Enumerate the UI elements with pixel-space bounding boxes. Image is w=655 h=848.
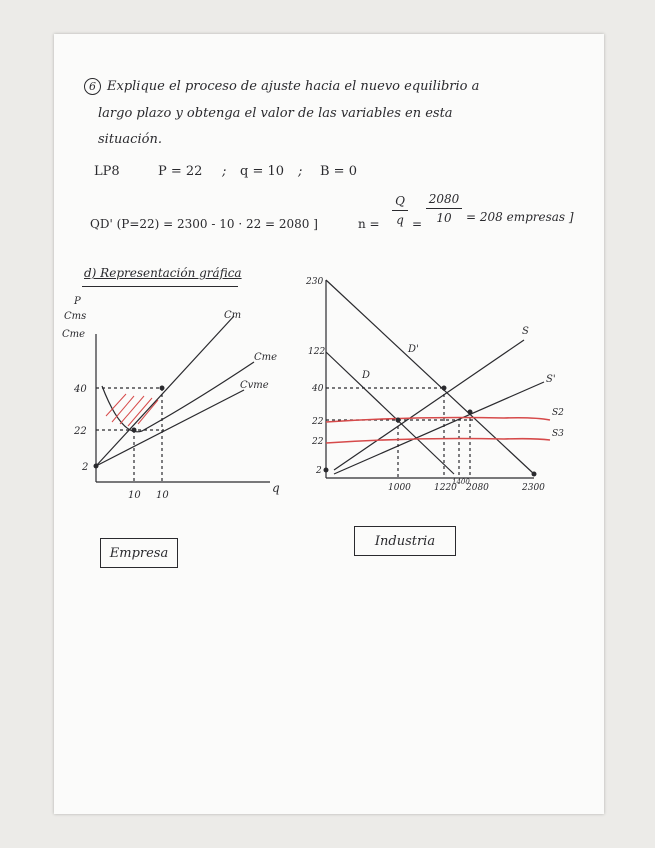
question-text-1: Explique el proceso de ajuste hacia el nuevo equilibrio a [107,79,480,94]
industry-y-tick-230: 230 [306,277,324,287]
question-number-badge: 6 [84,78,101,95]
equals-sign: = [412,217,423,231]
fraction-2-numerator: 2080 [428,192,460,206]
firm-y-label-cme: Cme [62,329,86,340]
fraction-1-numerator: Q [395,194,405,208]
fraction-1-denominator: q [396,213,404,227]
firm-x-label: q [272,481,280,495]
industry-y-tick-122: 122 [308,347,326,357]
lp-separator-1: ; [222,164,227,179]
industry-point-2 [324,468,329,473]
industry-label-s3: S3 [552,429,564,439]
industry-x-tick-2300: 2300 [522,483,545,493]
lp-label: LP8 [94,164,120,179]
firm-x-tick-2: 10 [156,490,169,501]
section-title: d) Representación gráfica [84,266,242,280]
industry-label-d: D [362,370,371,381]
firm-y-tick-22: 22 [74,426,87,437]
industry-demand-d-prime [326,280,534,474]
industry-y-tick-22b: 22 [312,437,324,447]
industry-graph [54,34,604,814]
industry-x-tick-1000: 1000 [388,483,411,493]
firm-curve-label-cvme: Cvme [240,380,269,391]
firm-y-label-cms: Cms [64,311,87,322]
firm-curve-label-cm: Cm [224,310,242,321]
lp-quantity: q = 10 [240,164,285,179]
question-line-2: largo plazo y obtenga el valor de las variables en esta [98,106,453,121]
industry-label-s: S [522,326,529,337]
industry-y-tick-2: 2 [316,466,322,476]
industry-label-s-prime: S' [546,374,556,385]
industry-demand-d [326,352,454,474]
lp-separator-2: ; [298,164,303,179]
industry-x-tick-1400: 1400 [452,478,470,486]
industry-point-2080 [468,410,473,415]
industry-x-tick-1220: 1220 [434,483,457,493]
firms-result: = 208 empresas ] [466,210,574,224]
industry-point-1000 [396,418,401,423]
industry-label-d-prime: D' [408,344,419,355]
lp-profit: B = 0 [320,164,357,179]
firm-box: Empresa [100,538,178,568]
qd-expression: QD' (P=22) = 2300 - 10 · 22 = 2080 ] [90,217,318,231]
firm-x-tick-1: 10 [128,490,141,501]
industry-supply-s3-red [326,439,550,444]
industry-point-2300 [532,472,537,477]
industry-point-1220 [442,386,447,391]
industry-box: Industria [354,526,456,556]
firm-y-tick-2: 2 [82,462,89,473]
industry-label-s2: S2 [552,408,564,418]
industry-supply-s2-red [326,418,550,423]
industry-y-tick-22a: 22 [312,417,324,427]
firm-y-label-p: P [74,296,81,307]
question-line-3: situación. [98,132,162,147]
industry-x-tick-2080: 2080 [466,483,489,493]
lp-price: P = 22 [158,164,203,179]
fraction-2-denominator: 10 [436,211,452,225]
firm-y-tick-40: 40 [74,384,87,395]
industry-y-tick-40: 40 [312,384,324,394]
firm-curve-label-cme: Cme [254,352,278,363]
notebook-page [54,34,604,814]
n-prefix: n = [358,217,380,231]
